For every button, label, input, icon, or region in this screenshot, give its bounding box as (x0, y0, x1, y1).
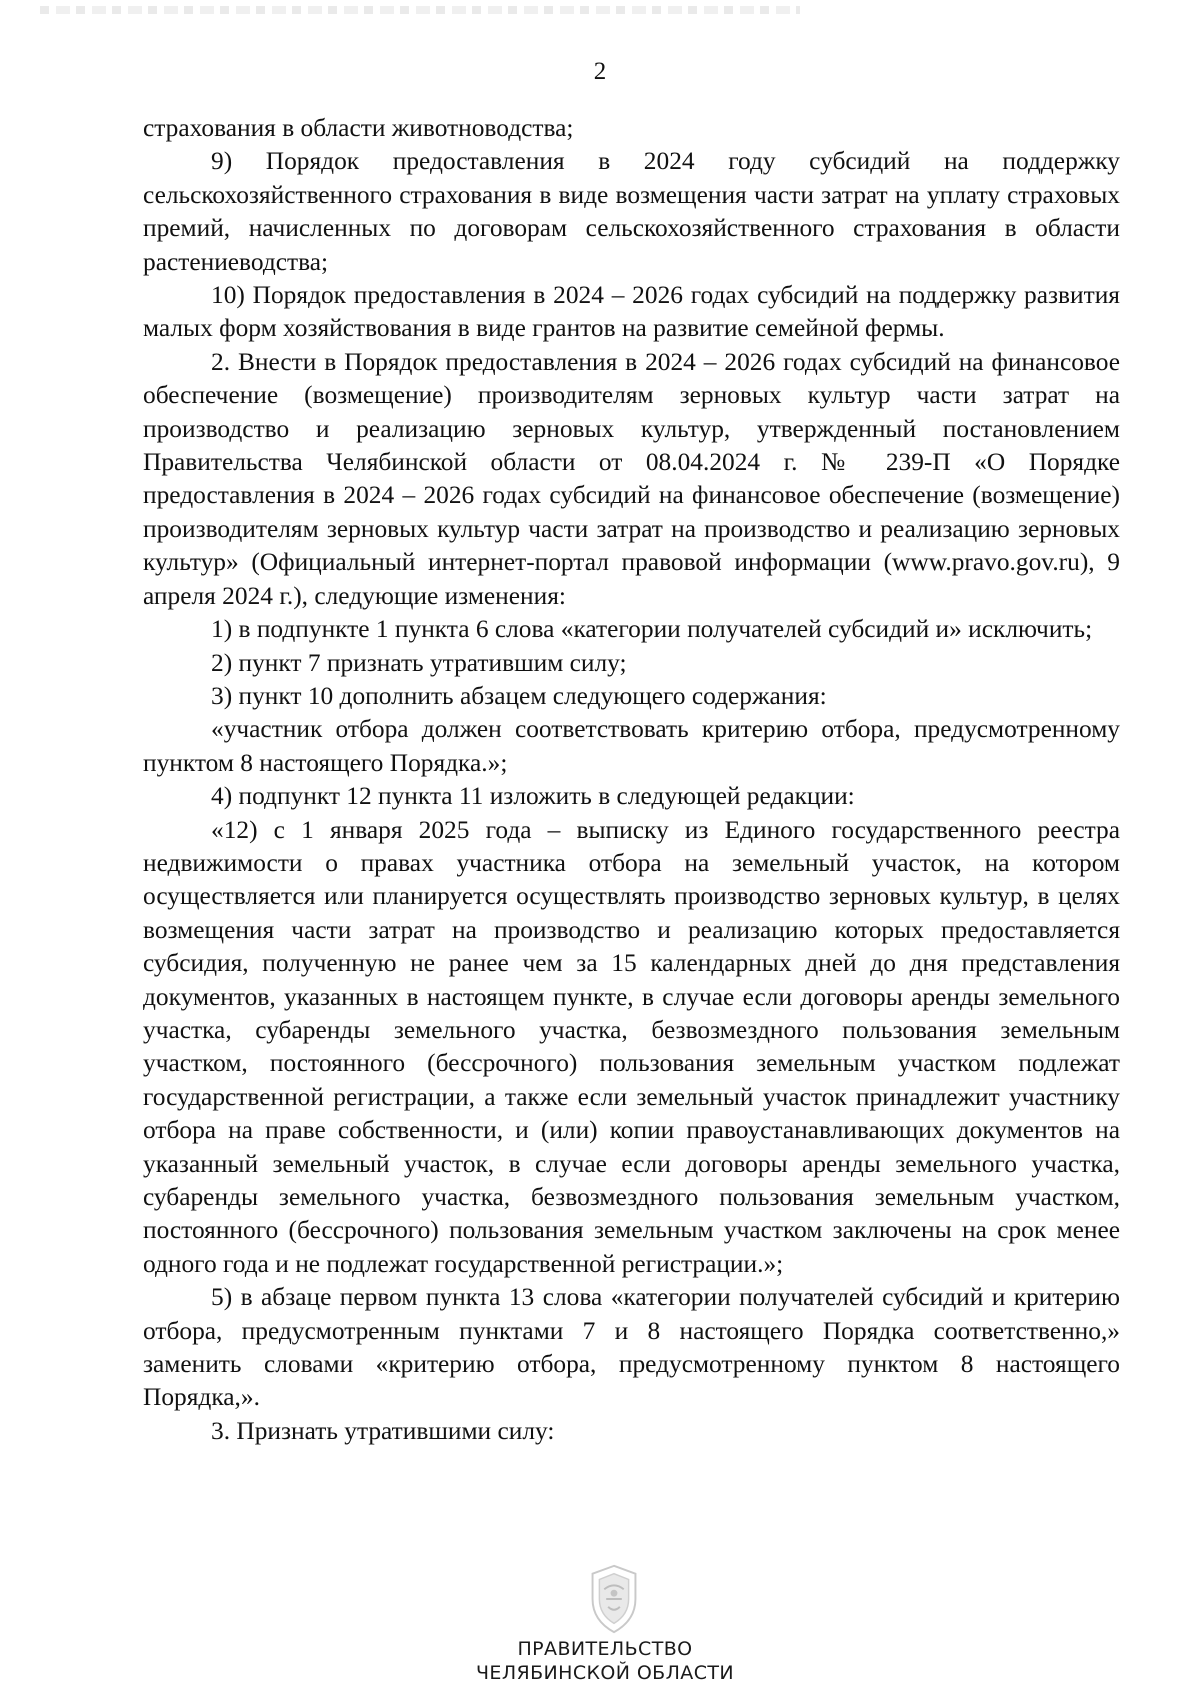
page-number: 2 (593, 58, 607, 85)
government-stamp (440, 1560, 770, 1690)
stamp-org-line-2: ЧЕЛЯБИНСКОЙ ОБЛАСТИ (476, 1662, 734, 1684)
paragraph: 5) в абзаце первом пункта 13 слова «категории получателей субсидий и критерию отбора, предусмотренным пунктами 7 и 8 настоящего Порядка соответственно,» заменить словами «критерию отбора, предусмотренному пунктом 8 настоящего Порядка,». (143, 1283, 1120, 1412)
paragraph: «участник отбора должен соответствовать критерию отбора, предусмотренному пунктом 8 настоящего Порядка.»; (143, 715, 1120, 777)
document-body (143, 112, 1120, 1448)
paragraph: страхования в области животноводства; (143, 114, 574, 142)
paragraph: 4) подпункт 12 пункта 11 изложить в следующей редакции: (211, 782, 855, 811)
paragraph: 1) в подпункте 1 пункта 6 слова «категории получателей субсидий и» исключить; (211, 615, 1093, 644)
paragraph: 9) Порядок предоставления в 2024 году субсидий на поддержку сельскохозяйственного страхования в виде возмещения части затрат на уплату страховых премий, начисленных по договорам сельскохозяйственного страхования в области растениеводства; (143, 147, 1120, 276)
paragraph: 2. Внести в Порядок предоставления в 2024 – 2026 годах субсидий на финансовое обеспечение (возмещение) производителям зерновых культур части затрат на производство и реализацию зерновых культур, утвержденный постановлением Правительства Челябинской области от 08.04.2024 г. № 239-П «О Порядке предоставления в 2024 – 2026 годах субсидий на финансовое обеспечение (возмещение) производителям зерновых культур части затрат на производство и реализацию зерновых культур» (Официальный интернет-портал правовой информации (www.pravo.gov.ru), 9 апреля 2024 г.), следующие изменения: (143, 347, 1120, 610)
stamp-org-line-1: ПРАВИТЕЛЬСТВО (517, 1638, 693, 1660)
paragraph: 3. Признать утратившими силу: (211, 1416, 555, 1445)
paragraph: 2) пункт 7 признать утратившим силу; (211, 648, 627, 677)
paragraph: 3) пункт 10 дополнить абзацем следующего содержания: (211, 681, 827, 710)
paragraph: «12) с 1 января 2025 года – выписку из Единого государственного реестра недвижимости о правах участника отбора на земельный участок, на котором осуществляется или планируется осуществлять производство зерновых культур, в целях возмещения части затрат на производство и реализацию которых предоставляется субсидия, полученную не ранее чем за 15 календарных дней до дня представления документов, указанных в настоящем пункте, в случае если договоры аренды земельного участка, субаренды земельного участка, безвозмездного пользования земельным участком, постоянного (бессрочного) пользования земельным участком подлежат государственной регистрации, а также если земельный участок принадлежит участнику отбора на праве собственности, и (или) копии правоустанавливающих документов на указанный земельный участок, в случае если договоры аренды земельного участка, субаренды земельного участка, безвозмездного пользования земельным участком, постоянного (бессрочного) пользования земельным участком заключены на срок менее одного года и не подлежат государственной регистрации.»; (143, 815, 1120, 1278)
coat-of-arms-icon (575, 1560, 653, 1638)
paragraph: 10) Порядок предоставления в 2024 – 2026 годах субсидий на поддержку развития малых форм хозяйствования в виде грантов на развитие семейной фермы. (143, 281, 1120, 343)
scan-artifact (40, 6, 800, 14)
